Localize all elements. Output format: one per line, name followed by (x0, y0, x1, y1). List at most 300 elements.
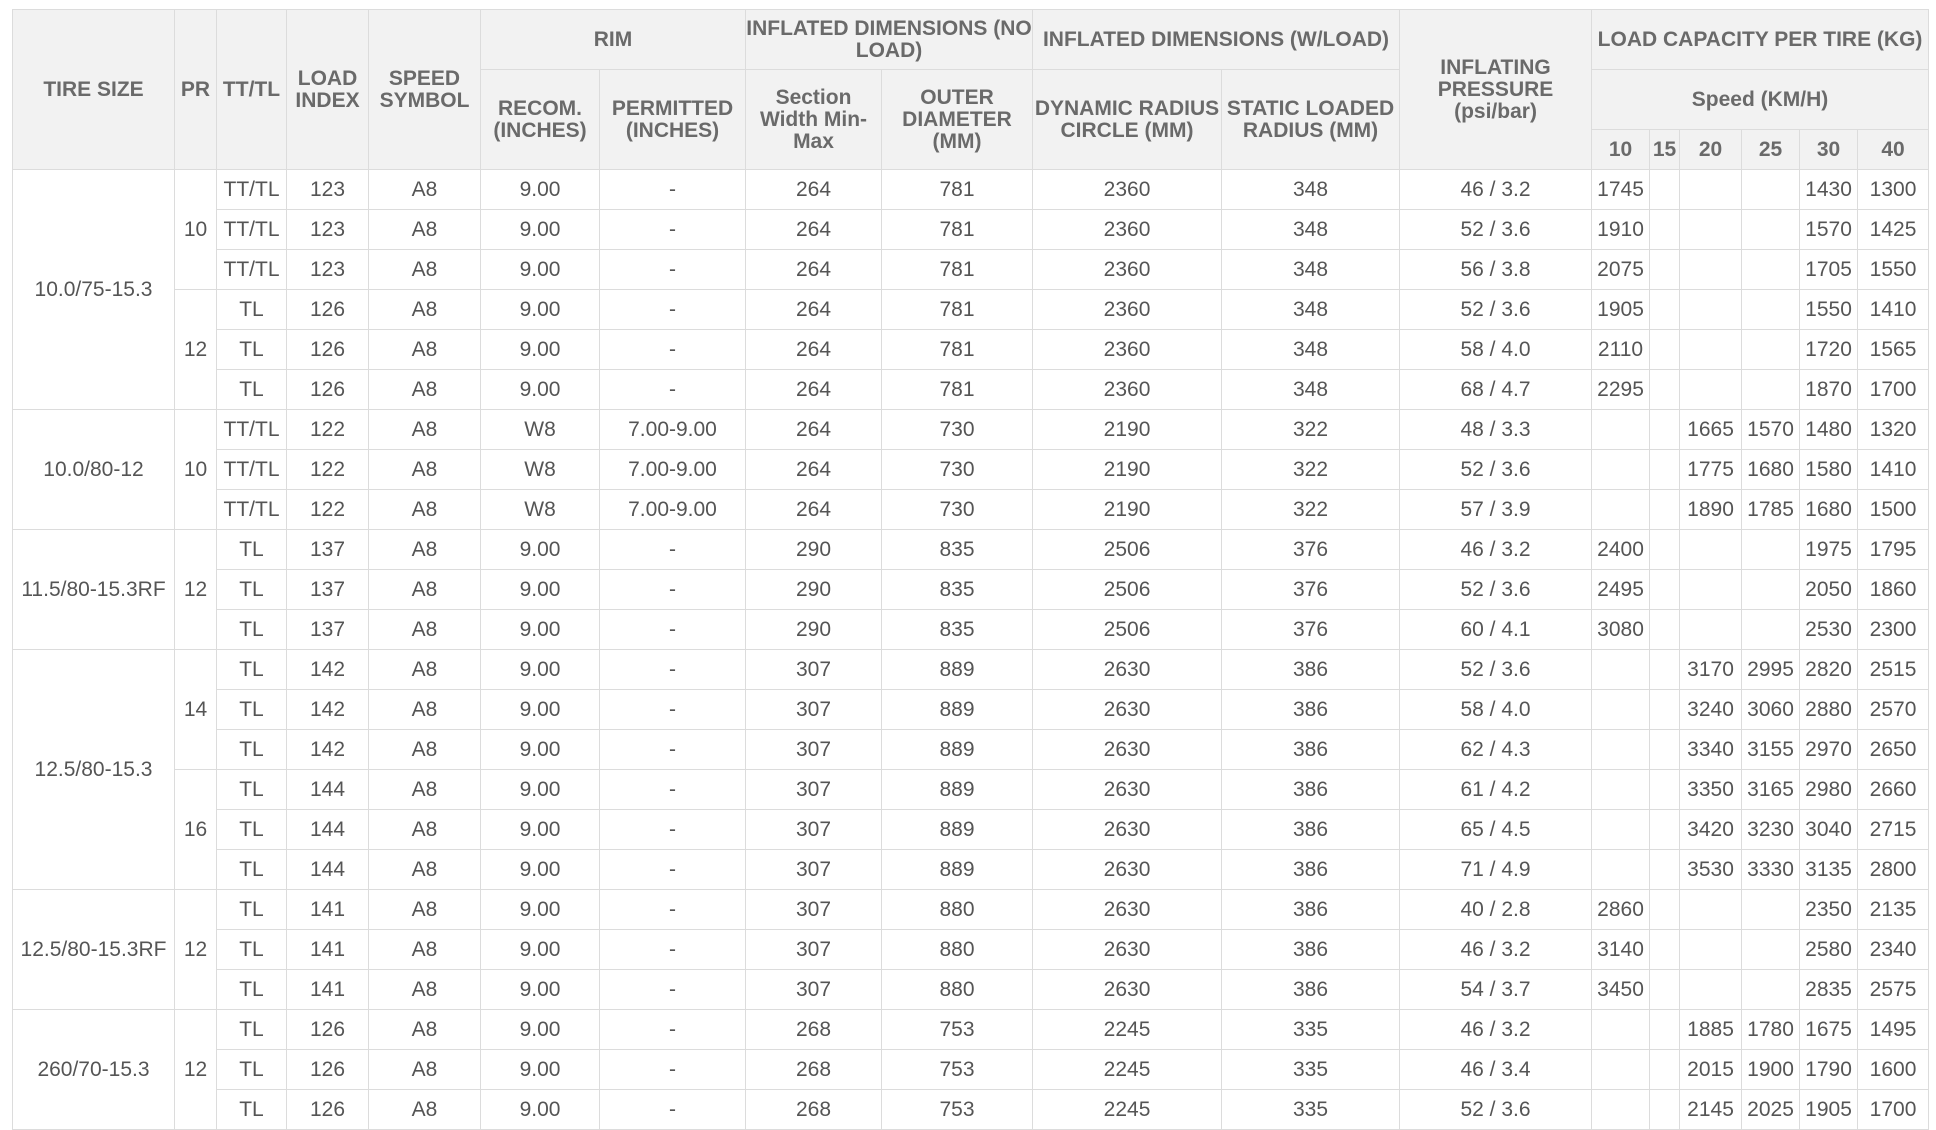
section-width-cell: 307 (746, 810, 882, 850)
speed-symbol-cell: A8 (369, 170, 481, 210)
static-radius-cell: 322 (1222, 490, 1400, 530)
outer-diameter-cell: 880 (882, 970, 1033, 1010)
table-row (13, 250, 1929, 290)
rim-permitted-cell: - (600, 650, 746, 690)
load-speed-15-cell (1650, 970, 1680, 1010)
load-index-cell: 122 (287, 490, 369, 530)
load-speed-20-cell (1680, 370, 1742, 410)
rim-recom-cell: 9.00 (481, 530, 600, 570)
load-speed-10-cell: 2295 (1592, 370, 1650, 410)
load-speed-30-cell: 1870 (1800, 370, 1858, 410)
header-load-index: LOAD INDEX (287, 10, 369, 170)
tt-tl-cell: TL (217, 1090, 287, 1130)
load-speed-30-cell: 2880 (1800, 690, 1858, 730)
tt-tl-cell: TL (217, 290, 287, 330)
load-speed-10-cell: 3140 (1592, 930, 1650, 970)
speed-symbol-cell: A8 (369, 730, 481, 770)
dynamic-radius-cell: 2360 (1033, 330, 1222, 370)
section-width-cell: 268 (746, 1050, 882, 1090)
inflating-pressure-cell: 46 / 3.2 (1400, 530, 1592, 570)
rim-recom-cell: 9.00 (481, 210, 600, 250)
load-speed-10-cell (1592, 490, 1650, 530)
load-speed-25-cell: 1785 (1742, 490, 1800, 530)
dynamic-radius-cell: 2190 (1033, 450, 1222, 490)
rim-permitted-cell: 7.00-9.00 (600, 410, 746, 450)
header-rim: RIM (481, 10, 746, 70)
load-speed-15-cell (1650, 530, 1680, 570)
outer-diameter-cell: 889 (882, 690, 1033, 730)
load-index-cell: 144 (287, 850, 369, 890)
outer-diameter-cell: 835 (882, 610, 1033, 650)
section-width-cell: 307 (746, 650, 882, 690)
rim-recom-cell: 9.00 (481, 930, 600, 970)
inflating-pressure-cell: 71 / 4.9 (1400, 850, 1592, 890)
load-speed-30-cell: 2580 (1800, 930, 1858, 970)
tt-tl-cell: TL (217, 1050, 287, 1090)
load-speed-10-cell (1592, 690, 1650, 730)
load-speed-15-cell (1650, 890, 1680, 930)
load-speed-40-cell: 2800 (1858, 850, 1929, 890)
load-index-cell: 137 (287, 530, 369, 570)
dynamic-radius-cell: 2630 (1033, 970, 1222, 1010)
load-speed-20-cell: 1885 (1680, 1010, 1742, 1050)
tire-spec-table-container (12, 9, 1928, 1130)
section-width-cell: 268 (746, 1010, 882, 1050)
header-speed-40: 40 (1858, 130, 1929, 170)
load-speed-25-cell: 1680 (1742, 450, 1800, 490)
outer-diameter-cell: 781 (882, 210, 1033, 250)
load-speed-25-cell: 3330 (1742, 850, 1800, 890)
load-speed-30-cell: 1480 (1800, 410, 1858, 450)
outer-diameter-cell: 835 (882, 570, 1033, 610)
inflating-pressure-cell: 52 / 3.6 (1400, 650, 1592, 690)
dynamic-radius-cell: 2360 (1033, 290, 1222, 330)
load-speed-15-cell (1650, 690, 1680, 730)
header-tt-tl: TT/TL (217, 10, 287, 170)
load-speed-25-cell: 3155 (1742, 730, 1800, 770)
load-speed-15-cell (1650, 450, 1680, 490)
section-width-cell: 307 (746, 690, 882, 730)
load-speed-10-cell (1592, 810, 1650, 850)
static-radius-cell: 386 (1222, 890, 1400, 930)
inflating-pressure-cell: 61 / 4.2 (1400, 770, 1592, 810)
load-speed-10-cell (1592, 850, 1650, 890)
section-width-cell: 264 (746, 170, 882, 210)
header-pr: PR (175, 10, 217, 170)
header-dynamic-radius: DYNAMIC RADIUS CIRCLE (MM) (1033, 70, 1222, 170)
rim-permitted-cell: - (600, 610, 746, 650)
load-speed-10-cell (1592, 1050, 1650, 1090)
load-speed-30-cell: 1975 (1800, 530, 1858, 570)
rim-recom-cell: 9.00 (481, 610, 600, 650)
inflating-pressure-cell: 65 / 4.5 (1400, 810, 1592, 850)
static-radius-cell: 348 (1222, 370, 1400, 410)
load-speed-10-cell: 2110 (1592, 330, 1650, 370)
rim-permitted-cell: - (600, 970, 746, 1010)
rim-recom-cell: 9.00 (481, 290, 600, 330)
outer-diameter-cell: 730 (882, 450, 1033, 490)
speed-symbol-cell: A8 (369, 1090, 481, 1130)
speed-symbol-cell: A8 (369, 690, 481, 730)
header-load-capacity: LOAD CAPACITY PER TIRE (KG) (1592, 10, 1929, 70)
load-speed-20-cell: 3530 (1680, 850, 1742, 890)
tt-tl-cell: TT/TL (217, 170, 287, 210)
rim-permitted-cell: - (600, 850, 746, 890)
load-speed-15-cell (1650, 850, 1680, 890)
pr-cell: 16 (175, 770, 217, 890)
load-speed-40-cell: 1410 (1858, 290, 1929, 330)
outer-diameter-cell: 880 (882, 890, 1033, 930)
table-row (13, 930, 1929, 970)
load-index-cell: 122 (287, 450, 369, 490)
load-speed-15-cell (1650, 770, 1680, 810)
load-index-cell: 122 (287, 410, 369, 450)
speed-symbol-cell: A8 (369, 650, 481, 690)
static-radius-cell: 386 (1222, 690, 1400, 730)
rim-recom-cell: 9.00 (481, 730, 600, 770)
section-width-cell: 264 (746, 410, 882, 450)
static-radius-cell: 386 (1222, 810, 1400, 850)
static-radius-cell: 348 (1222, 330, 1400, 370)
static-radius-cell: 322 (1222, 410, 1400, 450)
load-speed-10-cell: 2860 (1592, 890, 1650, 930)
inflating-pressure-cell: 57 / 3.9 (1400, 490, 1592, 530)
tt-tl-cell: TT/TL (217, 410, 287, 450)
load-index-cell: 141 (287, 890, 369, 930)
load-speed-30-cell: 2970 (1800, 730, 1858, 770)
pr-cell: 12 (175, 290, 217, 410)
header-inflating-pressure: INFLATING PRESSURE (psi/bar) (1400, 10, 1592, 170)
dynamic-radius-cell: 2630 (1033, 770, 1222, 810)
section-width-cell: 264 (746, 450, 882, 490)
load-speed-30-cell: 2820 (1800, 650, 1858, 690)
tire-size-cell: 10.0/75-15.3 (13, 170, 175, 410)
static-radius-cell: 348 (1222, 170, 1400, 210)
load-speed-20-cell (1680, 610, 1742, 650)
table-row (13, 1050, 1929, 1090)
load-speed-40-cell: 1700 (1858, 370, 1929, 410)
dynamic-radius-cell: 2245 (1033, 1010, 1222, 1050)
load-speed-40-cell: 1425 (1858, 210, 1929, 250)
speed-symbol-cell: A8 (369, 530, 481, 570)
table-row (13, 530, 1929, 570)
dynamic-radius-cell: 2506 (1033, 610, 1222, 650)
rim-permitted-cell: - (600, 1010, 746, 1050)
load-speed-10-cell: 2400 (1592, 530, 1650, 570)
load-speed-40-cell: 1495 (1858, 1010, 1929, 1050)
load-speed-40-cell: 1550 (1858, 250, 1929, 290)
load-speed-25-cell: 2995 (1742, 650, 1800, 690)
load-speed-10-cell: 3080 (1592, 610, 1650, 650)
rim-recom-cell: W8 (481, 410, 600, 450)
load-speed-15-cell (1650, 810, 1680, 850)
load-speed-30-cell: 1675 (1800, 1010, 1858, 1050)
rim-recom-cell: 9.00 (481, 890, 600, 930)
static-radius-cell: 322 (1222, 450, 1400, 490)
speed-symbol-cell: A8 (369, 490, 481, 530)
load-speed-10-cell (1592, 770, 1650, 810)
section-width-cell: 264 (746, 290, 882, 330)
load-speed-40-cell: 2715 (1858, 810, 1929, 850)
table-row (13, 570, 1929, 610)
header-tire-size: TIRE SIZE (13, 10, 175, 170)
rim-permitted-cell: - (600, 890, 746, 930)
load-speed-25-cell: 1900 (1742, 1050, 1800, 1090)
load-index-cell: 141 (287, 930, 369, 970)
load-speed-30-cell: 2835 (1800, 970, 1858, 1010)
load-speed-30-cell: 1550 (1800, 290, 1858, 330)
rim-permitted-cell: - (600, 730, 746, 770)
load-speed-20-cell (1680, 170, 1742, 210)
inflating-pressure-cell: 58 / 4.0 (1400, 330, 1592, 370)
load-speed-40-cell: 2135 (1858, 890, 1929, 930)
load-speed-25-cell (1742, 530, 1800, 570)
load-speed-30-cell: 1570 (1800, 210, 1858, 250)
static-radius-cell: 386 (1222, 930, 1400, 970)
static-radius-cell: 376 (1222, 570, 1400, 610)
load-speed-40-cell: 1795 (1858, 530, 1929, 570)
load-speed-25-cell: 3165 (1742, 770, 1800, 810)
section-width-cell: 307 (746, 730, 882, 770)
load-speed-10-cell (1592, 730, 1650, 770)
header-speed-15: 15 (1650, 130, 1680, 170)
static-radius-cell: 348 (1222, 250, 1400, 290)
load-speed-30-cell: 1720 (1800, 330, 1858, 370)
speed-symbol-cell: A8 (369, 610, 481, 650)
table-row (13, 1010, 1929, 1050)
dynamic-radius-cell: 2630 (1033, 930, 1222, 970)
load-speed-20-cell (1680, 890, 1742, 930)
section-width-cell: 307 (746, 930, 882, 970)
load-speed-25-cell: 1570 (1742, 410, 1800, 450)
header-rim-permitted: PERMITTED (INCHES) (600, 70, 746, 170)
pr-cell: 12 (175, 890, 217, 1010)
load-index-cell: 137 (287, 570, 369, 610)
rim-recom-cell: 9.00 (481, 970, 600, 1010)
static-radius-cell: 335 (1222, 1050, 1400, 1090)
tire-size-cell: 260/70-15.3 (13, 1010, 175, 1130)
table-header (13, 10, 1929, 170)
load-speed-40-cell: 2300 (1858, 610, 1929, 650)
tt-tl-cell: TL (217, 530, 287, 570)
pr-cell: 12 (175, 1010, 217, 1130)
tt-tl-cell: TL (217, 850, 287, 890)
dynamic-radius-cell: 2245 (1033, 1050, 1222, 1090)
load-speed-20-cell: 3340 (1680, 730, 1742, 770)
load-speed-25-cell (1742, 250, 1800, 290)
rim-recom-cell: 9.00 (481, 1010, 600, 1050)
load-index-cell: 142 (287, 690, 369, 730)
load-speed-20-cell (1680, 930, 1742, 970)
outer-diameter-cell: 889 (882, 850, 1033, 890)
load-speed-15-cell (1650, 570, 1680, 610)
load-speed-30-cell: 2050 (1800, 570, 1858, 610)
inflating-pressure-cell: 52 / 3.6 (1400, 570, 1592, 610)
load-speed-15-cell (1650, 1050, 1680, 1090)
speed-symbol-cell: A8 (369, 570, 481, 610)
load-speed-30-cell: 1705 (1800, 250, 1858, 290)
tt-tl-cell: TL (217, 930, 287, 970)
dynamic-radius-cell: 2506 (1033, 570, 1222, 610)
outer-diameter-cell: 889 (882, 770, 1033, 810)
table-row (13, 770, 1929, 810)
rim-permitted-cell: - (600, 770, 746, 810)
load-speed-25-cell (1742, 890, 1800, 930)
dynamic-radius-cell: 2630 (1033, 890, 1222, 930)
load-index-cell: 123 (287, 170, 369, 210)
static-radius-cell: 335 (1222, 1090, 1400, 1130)
dynamic-radius-cell: 2360 (1033, 170, 1222, 210)
load-speed-20-cell: 2145 (1680, 1090, 1742, 1130)
table-row (13, 490, 1929, 530)
load-speed-10-cell: 2495 (1592, 570, 1650, 610)
rim-permitted-cell: - (600, 530, 746, 570)
dynamic-radius-cell: 2630 (1033, 730, 1222, 770)
inflating-pressure-cell: 52 / 3.6 (1400, 290, 1592, 330)
dynamic-radius-cell: 2630 (1033, 810, 1222, 850)
table-row (13, 290, 1929, 330)
tt-tl-cell: TL (217, 650, 287, 690)
load-index-cell: 142 (287, 650, 369, 690)
load-speed-40-cell: 1500 (1858, 490, 1929, 530)
pr-cell: 12 (175, 530, 217, 650)
load-speed-10-cell (1592, 650, 1650, 690)
load-speed-20-cell (1680, 970, 1742, 1010)
speed-symbol-cell: A8 (369, 810, 481, 850)
table-row (13, 890, 1929, 930)
load-speed-20-cell (1680, 250, 1742, 290)
load-speed-20-cell: 1775 (1680, 450, 1742, 490)
load-speed-10-cell: 1905 (1592, 290, 1650, 330)
load-speed-15-cell (1650, 370, 1680, 410)
outer-diameter-cell: 730 (882, 410, 1033, 450)
load-speed-15-cell (1650, 730, 1680, 770)
tt-tl-cell: TL (217, 690, 287, 730)
load-speed-25-cell (1742, 330, 1800, 370)
rim-recom-cell: 9.00 (481, 850, 600, 890)
section-width-cell: 307 (746, 770, 882, 810)
rim-permitted-cell: - (600, 250, 746, 290)
tt-tl-cell: TL (217, 570, 287, 610)
pr-cell: 14 (175, 650, 217, 770)
load-speed-15-cell (1650, 330, 1680, 370)
load-speed-20-cell: 3350 (1680, 770, 1742, 810)
load-speed-30-cell: 1430 (1800, 170, 1858, 210)
speed-symbol-cell: A8 (369, 290, 481, 330)
rim-permitted-cell: - (600, 330, 746, 370)
rim-permitted-cell: - (600, 370, 746, 410)
static-radius-cell: 376 (1222, 530, 1400, 570)
dynamic-radius-cell: 2360 (1033, 210, 1222, 250)
rim-permitted-cell: - (600, 1090, 746, 1130)
pr-cell: 10 (175, 410, 217, 530)
inflating-pressure-cell: 60 / 4.1 (1400, 610, 1592, 650)
load-speed-15-cell (1650, 170, 1680, 210)
load-speed-10-cell: 2075 (1592, 250, 1650, 290)
dynamic-radius-cell: 2190 (1033, 410, 1222, 450)
tt-tl-cell: TT/TL (217, 450, 287, 490)
outer-diameter-cell: 753 (882, 1050, 1033, 1090)
load-speed-30-cell: 2350 (1800, 890, 1858, 930)
load-speed-20-cell: 1665 (1680, 410, 1742, 450)
tt-tl-cell: TL (217, 610, 287, 650)
speed-symbol-cell: A8 (369, 210, 481, 250)
tt-tl-cell: TL (217, 370, 287, 410)
load-index-cell: 123 (287, 210, 369, 250)
load-speed-10-cell: 1745 (1592, 170, 1650, 210)
section-width-cell: 290 (746, 530, 882, 570)
rim-permitted-cell: 7.00-9.00 (600, 490, 746, 530)
table-row (13, 970, 1929, 1010)
tire-spec-table (12, 9, 1929, 1130)
load-speed-25-cell (1742, 170, 1800, 210)
tt-tl-cell: TL (217, 1010, 287, 1050)
tt-tl-cell: TT/TL (217, 210, 287, 250)
outer-diameter-cell: 835 (882, 530, 1033, 570)
load-speed-15-cell (1650, 1010, 1680, 1050)
load-speed-10-cell: 1910 (1592, 210, 1650, 250)
rim-recom-cell: 9.00 (481, 1090, 600, 1130)
speed-symbol-cell: A8 (369, 850, 481, 890)
inflating-pressure-cell: 46 / 3.2 (1400, 1010, 1592, 1050)
section-width-cell: 264 (746, 370, 882, 410)
load-speed-20-cell (1680, 330, 1742, 370)
load-speed-40-cell: 2570 (1858, 690, 1929, 730)
load-speed-30-cell: 1580 (1800, 450, 1858, 490)
load-speed-25-cell: 2025 (1742, 1090, 1800, 1130)
load-index-cell: 126 (287, 1050, 369, 1090)
tt-tl-cell: TL (217, 770, 287, 810)
section-width-cell: 264 (746, 490, 882, 530)
rim-permitted-cell: - (600, 570, 746, 610)
load-speed-30-cell: 2530 (1800, 610, 1858, 650)
header-speed-kmh: Speed (KM/H) (1592, 70, 1929, 130)
rim-recom-cell: 9.00 (481, 570, 600, 610)
load-index-cell: 126 (287, 1090, 369, 1130)
inflating-pressure-cell: 52 / 3.6 (1400, 210, 1592, 250)
load-speed-10-cell: 3450 (1592, 970, 1650, 1010)
load-index-cell: 123 (287, 250, 369, 290)
tire-size-cell: 11.5/80-15.3RF (13, 530, 175, 650)
section-width-cell: 264 (746, 210, 882, 250)
header-outer-diameter: OUTER DIAMETER (MM) (882, 70, 1033, 170)
load-speed-40-cell: 1860 (1858, 570, 1929, 610)
dynamic-radius-cell: 2245 (1033, 1090, 1222, 1130)
dynamic-radius-cell: 2630 (1033, 850, 1222, 890)
load-index-cell: 137 (287, 610, 369, 650)
static-radius-cell: 386 (1222, 650, 1400, 690)
static-radius-cell: 376 (1222, 610, 1400, 650)
outer-diameter-cell: 781 (882, 250, 1033, 290)
static-radius-cell: 348 (1222, 210, 1400, 250)
load-speed-20-cell: 3170 (1680, 650, 1742, 690)
section-width-cell: 307 (746, 850, 882, 890)
load-speed-25-cell: 3060 (1742, 690, 1800, 730)
outer-diameter-cell: 889 (882, 810, 1033, 850)
table-row (13, 730, 1929, 770)
tt-tl-cell: TT/TL (217, 490, 287, 530)
outer-diameter-cell: 730 (882, 490, 1033, 530)
load-speed-20-cell: 3240 (1680, 690, 1742, 730)
inflating-pressure-cell: 68 / 4.7 (1400, 370, 1592, 410)
inflating-pressure-cell: 58 / 4.0 (1400, 690, 1592, 730)
load-speed-15-cell (1650, 290, 1680, 330)
inflating-pressure-cell: 46 / 3.2 (1400, 930, 1592, 970)
tire-size-cell: 10.0/80-12 (13, 410, 175, 530)
load-speed-25-cell (1742, 970, 1800, 1010)
load-speed-15-cell (1650, 490, 1680, 530)
load-speed-10-cell (1592, 1010, 1650, 1050)
